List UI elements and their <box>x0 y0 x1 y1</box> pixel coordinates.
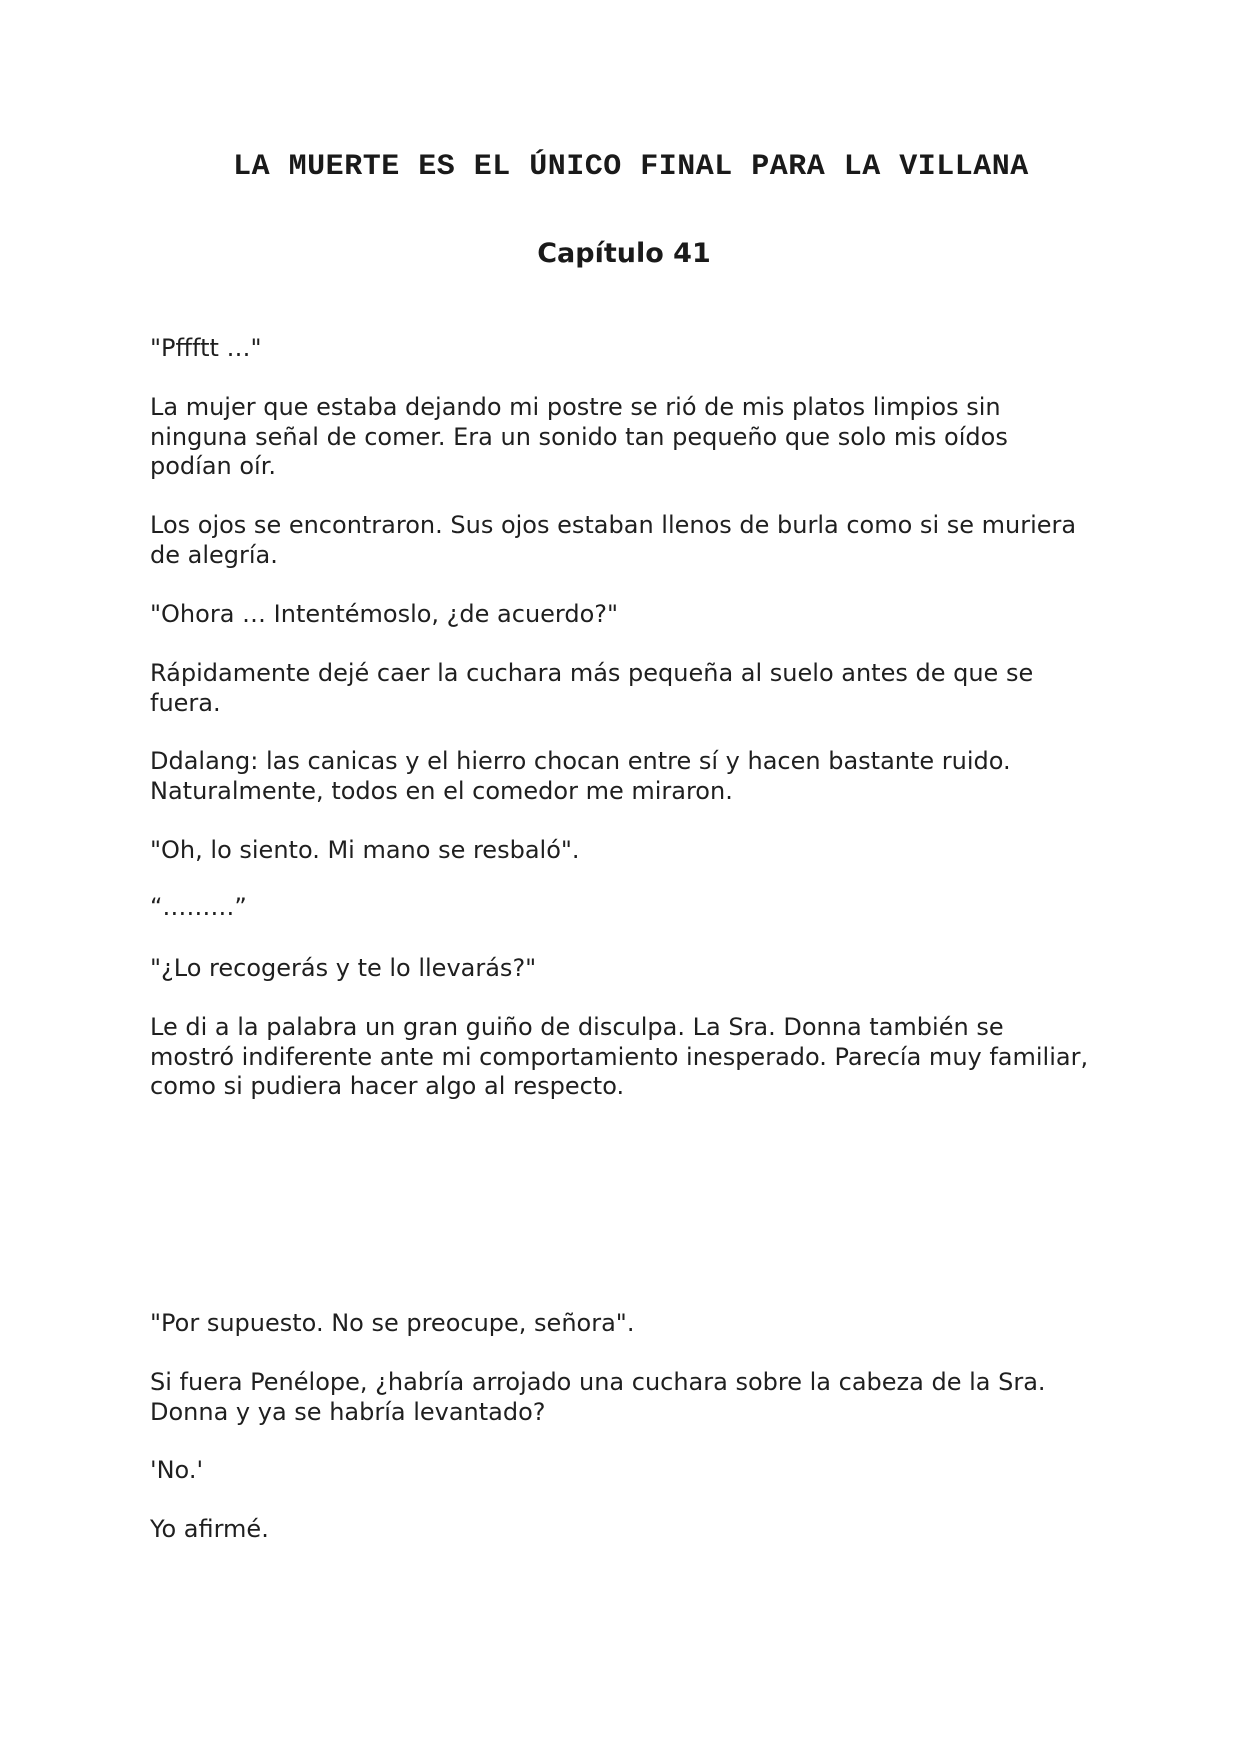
paragraph: "Pffftt …" <box>150 334 262 362</box>
paragraph: "Por supuesto. No se preocupe, señora". <box>150 1309 635 1337</box>
paragraph: La mujer que estaba dejando mi postre se rió de mis platos limpios sin ninguna señal de comer. Era un sonido tan pequeño que solo mis oídos podían oír. <box>150 393 1008 480</box>
paragraph: Ddalang: las canicas y el hierro chocan entre sí y hacen bastante ruido. Naturalmente, todos en el comedor me miraron. <box>150 747 1011 805</box>
paragraph: Le di a la palabra un gran guiño de disculpa. La Sra. Donna también se mostró indiferente ante mi comportamiento inesperado. Parecía muy familiar, como si pudiera hacer algo al respecto. <box>150 1013 1089 1100</box>
paragraph: 'No.' <box>150 1456 204 1484</box>
chapter-title-text: Capítulo 41 <box>537 238 711 269</box>
paragraph: Si fuera Penélope, ¿habría arrojado una cuchara sobre la cabeza de la Sra. Donna y ya se habría levantado? <box>150 1368 1046 1426</box>
paragraph: Rápidamente dejé caer la cuchara más pequeña al suelo antes de que se fuera. <box>150 659 1034 717</box>
paragraph: Yo afirmé. <box>150 1515 269 1543</box>
paragraph: "Ohora … Intentémoslo, ¿de acuerdo?" <box>150 600 619 628</box>
paragraph: “………” <box>150 893 247 921</box>
paragraph: "Oh, lo siento. Mi mano se resbaló". <box>150 836 580 864</box>
paragraph: Los ojos se encontraron. Sus ojos estaban llenos de burla como si se muriera de alegría. <box>150 511 1077 569</box>
book-title: LA MUERTE ES EL ÚNICO FINAL PARA LA VILLANA <box>233 150 1029 184</box>
paragraph: "¿Lo recogerás y te lo llevarás?" <box>150 954 537 982</box>
chapter-title <box>0 238 1242 269</box>
